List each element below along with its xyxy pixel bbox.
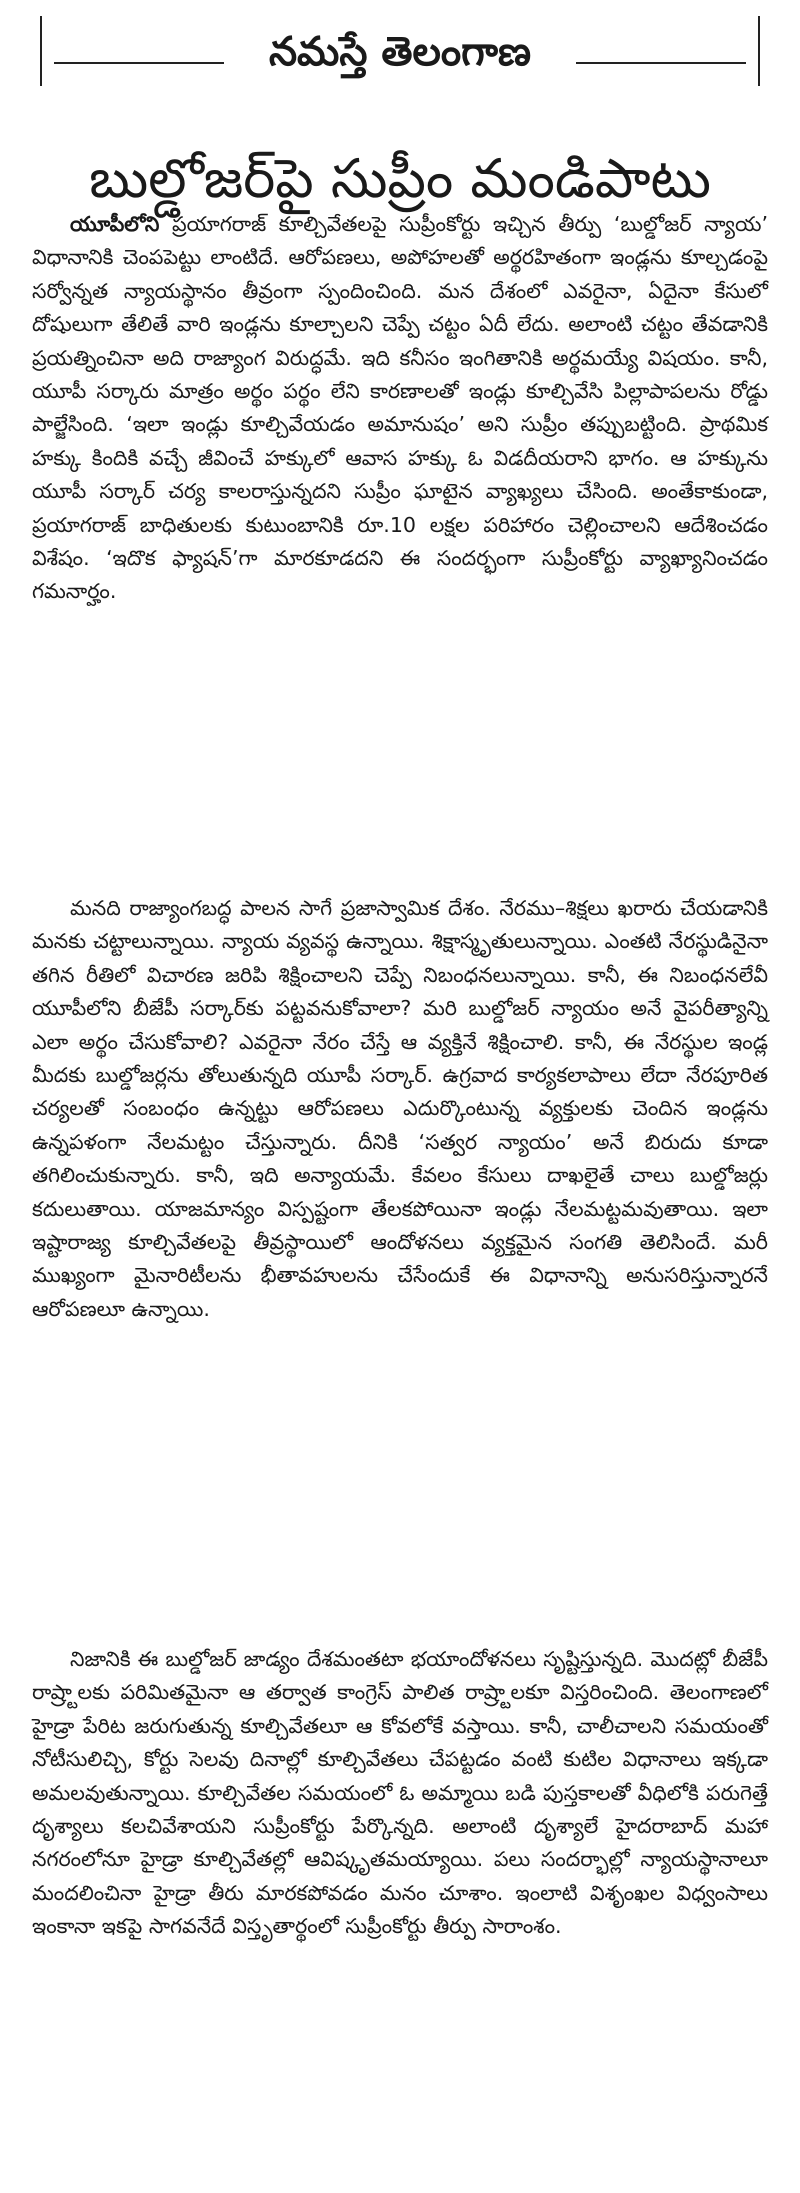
masthead-left-line [54,62,224,64]
editorial-headline: బుల్డోజర్‌పై సుప్రీం మండిపాటు [89,147,711,211]
paragraph-lead-word: యూపీలోని [70,212,160,236]
article-paragraph-1 [32,208,768,609]
article-paragraph-3 [32,1643,768,1944]
masthead-right-line [576,62,746,64]
paragraph-text: ప్రయాగరాజ్ కూల్చివేతలపై సుప్రీంకోర్టు ఇచ్చిన తీర్పు ‘బుల్డోజర్ న్యాయ’ విధానానికి చెంపపెట్టు లాంటిదే. ఆరోపణలు, అపోహలతో అర్థరహితంగా ఇండ్లను కూల్చడంపై సర్వోన్నత న్యాయస్థానం తీవ్రంగా స్పందించింది. మన దేశంలో ఎవరైనా, ఏదైనా కేసులో దోషులుగా తేలితే వారి ఇండ్లను కూల్చాలని చెప్పే చట్టం ఏదీ లేదు. అలాంటి చట్టం తేవడానికి ప్రయత్నించినా అది రాజ్యాంగ విరుద్ధమే. ఇది కనీసం ఇంగితానికి అర్థమయ్యే విషయం. కానీ, యూపీ సర్కారు మాత్రం అర్థం పర్థం లేని కారణాలతో ఇండ్లు కూల్చివేసి పిల్లాపాపలను రోడ్డు పాల్జేసింది. ‘ఇలా ఇండ్లు కూల్చివేయడం అమానుషం’ అని సుప్రీం తప్పుబట్టింది. ప్రాథమిక హక్కు కిందికి వచ్చే జీవించే హక్కులో ఆవాస హక్కు ఓ విడదీయరాని భాగం. ఆ హక్కును యూపీ సర్కార్ చర్య కాలరాస్తున్నదని సుప్రీం ఘాటైన వ్యాఖ్యలు చేసింది. అంతేకాకుండా, ప్రయాగరాజ్ బాధితులకు కుటుంబానికి రూ.10 లక్షల పరిహారం చెల్లించాలని ఆదేశించడం విశేషం. ‘ఇదొక ఫ్యాషన్’గా మారకూడదని ఈ సందర్భంగా సుప్రీంకోర్టు వ్యాఖ్యానించడం గమనార్హం. [32,212,768,604]
masthead [40,16,760,86]
newspaper-brand: నమస్తే తెలంగాణ [268,29,532,75]
masthead-right-rule [758,16,760,86]
masthead-left-rule [40,16,42,86]
paragraph-text: మనది రాజ్యాంగబద్ధ పాలన సాగే ప్రజాస్వామిక దేశం. నేరము–శిక్షలు ఖరారు చేయడానికి మనకు చట్టాలున్నాయి. న్యాయ వ్యవస్థ ఉన్నాయి. శిక్షాస్మృతులున్నాయి. ఎంతటి నేరస్థుడినైనా తగిన రీతిలో విచారణ జరిపి శిక్షించాలని చెప్పే నిబంధనలున్నాయి. కానీ, ఈ నిబంధనలేవీ యూపీలోని బీజేపీ సర్కార్‌కు పట్టవనుకోవాలా? మరి బుల్డోజర్ న్యాయం అనే వైపరీత్యాన్ని ఎలా అర్థం చేసుకోవాలి? ఎవరైనా నేరం చేస్తే ఆ వ్యక్తినే శిక్షించాలి. కానీ, ఈ నేరస్థుల ఇండ్ల మీదకు బుల్డోజర్లను తోలుతున్నది యూపీ సర్కార్. ఉగ్రవాద కార్యకలాపాలు లేదా నేరపూరిత చర్యలతో సంబంధం ఉన్నట్టు ఆరోపణలు ఎదుర్కొంటున్న వ్యక్తులకు చెందిన ఇండ్లను ఉన్నపళంగా నేలమట్టం చేస్తున్నారు. దీనికి ‘సత్వర న్యాయం’ అనే బిరుదు కూడా తగిలించుకున్నారు. కానీ, ఇది అన్యాయమే. కేవలం కేసులు దాఖలైతే చాలు బుల్డోజర్లు కదులుతాయి. యాజమాన్యం విస్పష్టంగా తేలకపోయినా ఇండ్లు నేలమట్టమవుతాయి. ఇలా ఇష్టారాజ్య కూల్చివేతలపై తీవ్రస్థాయిలో ఆందోళనలు వ్యక్తమైన సంగతి తెలిసిందే. మరీ ముఖ్యంగా మైనారిటీలను భీతావహులను చేసేందుకే ఈ విధానాన్ని అనుసరిస్తున్నారనే ఆరోపణలూ ఉన్నాయి. [32,896,768,1321]
article-paragraph-2 [32,892,768,1326]
paragraph-text: నిజానికి ఈ బుల్డోజర్ జాడ్యం దేశమంతటా భయాందోళనలు సృష్టిస్తున్నది. మొదట్లో బీజేపీ రాష్ర్టాలకు పరిమితమైనా ఆ తర్వాత కాంగ్రెస్ పాలిత రాష్ర్టాలకూ విస్తరించింది. తెలంగాణలో హైడ్రా పేరిట జరుగుతున్న కూల్చివేతలూ ఆ కోవలోకే వస్తాయి. కానీ, చాలీచాలని సమయంతో నోటీసులిచ్చి, కోర్టు సెలవు దినాల్లో కూల్చివేతలు చేపట్టడం వంటి కుటిల విధానాలు ఇక్కడా అమలవుతున్నాయి. కూల్చివేతల సమయంలో ఓ అమ్మాయి బడి పుస్తకాలతో వీధిలోకి పరుగెత్తే దృశ్యాలు కలచివేశాయని సుప్రీంకోర్టు పేర్కొన్నది. అలాంటి దృశ్యాలే హైదరాబాద్ మహా నగరంలోనూ హైడ్రా కూల్చివేతల్లో ఆవిష్కృతమయ్యాయి. పలు సందర్భాల్లో న్యాయస్థానాలూ మందలించినా హైడ్రా తీరు మారకపోవడం మనం చూశాం. ఇంలాటి విశృంఖల విధ్వంసాలు ఇంకానా ఇకపై సాగవనేదే విస్తృతార్థంలో సుప్రీంకోర్టు తీర్పు సారాంశం. [32,1647,768,1939]
